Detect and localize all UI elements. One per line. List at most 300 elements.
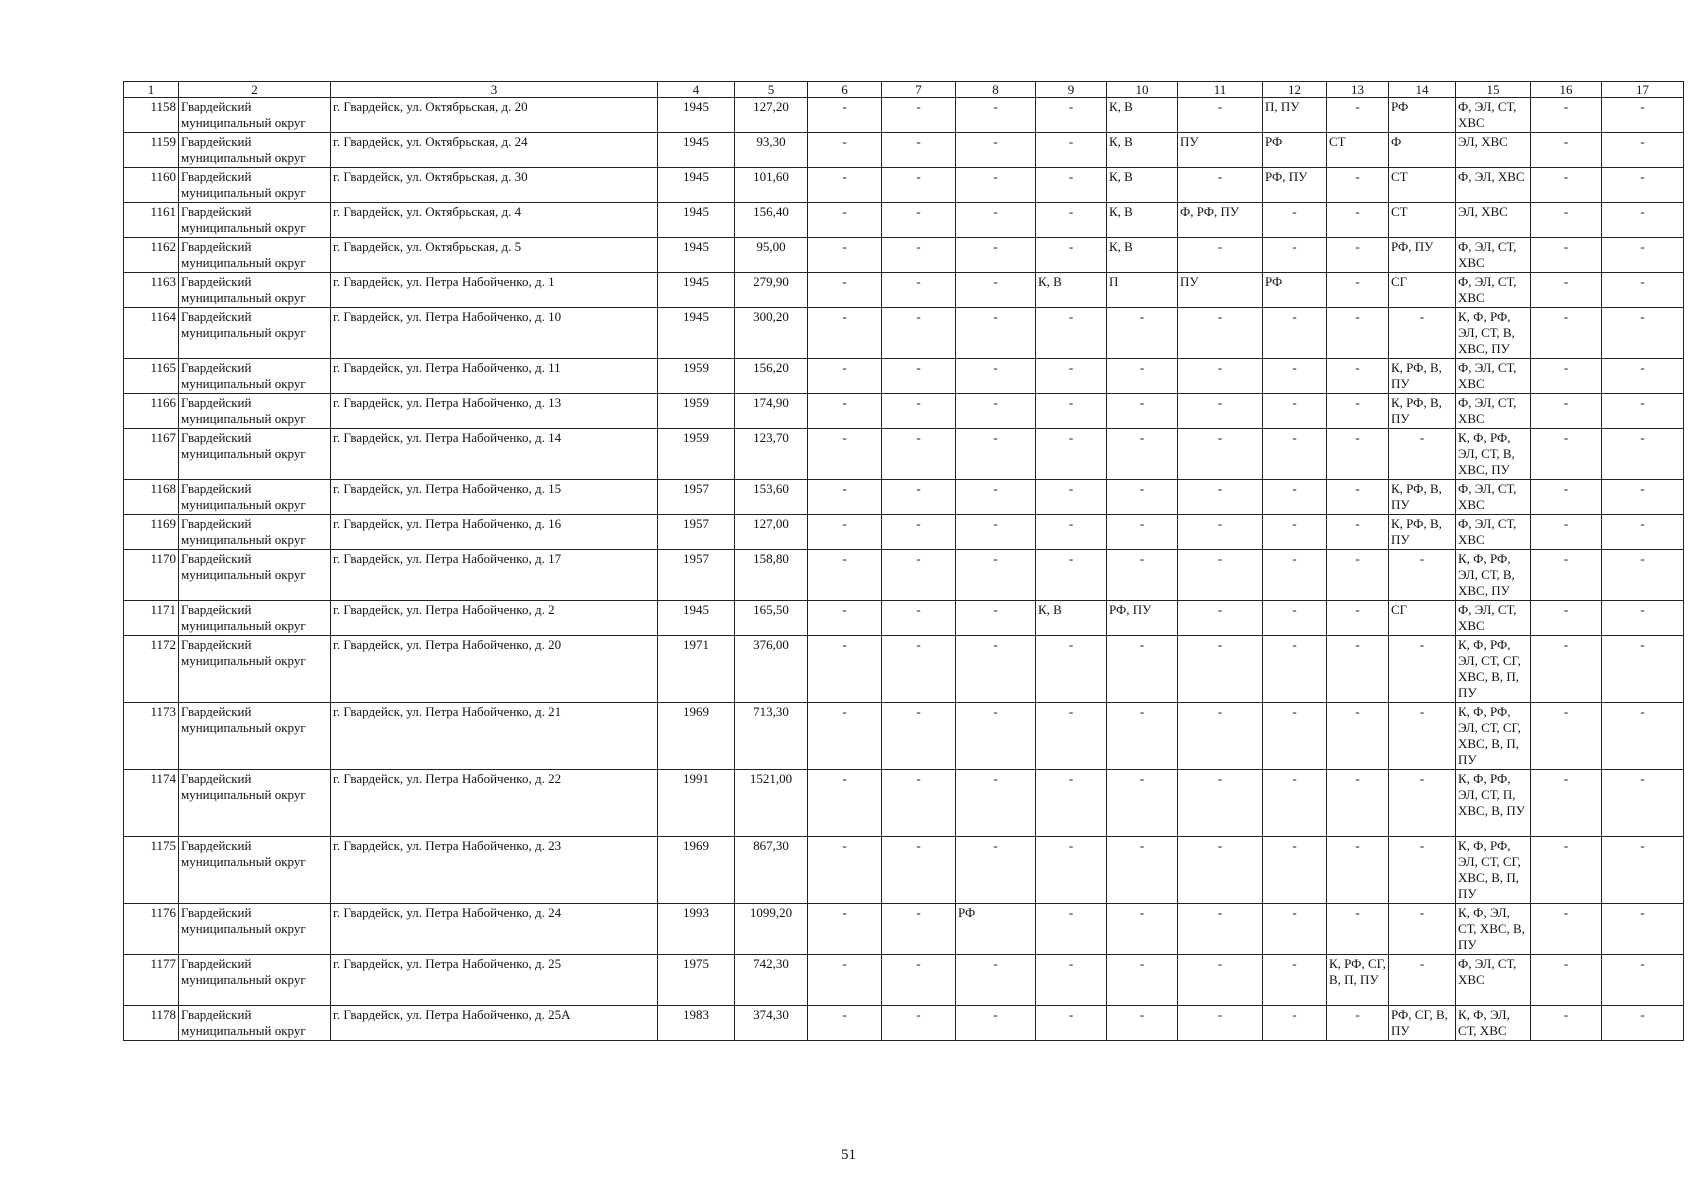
table-cell-col-8: - xyxy=(956,308,1036,359)
table-cell-col-6: - xyxy=(808,904,882,955)
table-cell-col-16: - xyxy=(1531,168,1602,203)
table-cell-col-7: - xyxy=(882,98,956,133)
table-cell-col-4: 1975 xyxy=(658,955,735,1006)
table-cell-col-11: - xyxy=(1178,601,1263,636)
column-header-16: 16 xyxy=(1531,82,1602,98)
table-cell-col-3: г. Гвардейск, ул. Петра Набойченко, д. 21 xyxy=(331,703,658,770)
page-number: 51 xyxy=(841,1147,856,1163)
table-cell-col-4: 1959 xyxy=(658,394,735,429)
table-cell-col-15: Ф, ЭЛ, СТ, ХВС xyxy=(1456,98,1531,133)
column-header-11: 11 xyxy=(1178,82,1263,98)
table-cell-col-10: К, В xyxy=(1107,168,1178,203)
table-cell-col-16: - xyxy=(1531,359,1602,394)
table-cell-col-12: РФ, ПУ xyxy=(1263,168,1327,203)
table-cell-col-6: - xyxy=(808,636,882,703)
table-cell-col-6: - xyxy=(808,601,882,636)
table-cell-col-6: - xyxy=(808,480,882,515)
table-cell-col-16: - xyxy=(1531,770,1602,837)
table-cell-col-15: К, Ф, РФ, ЭЛ, СТ, В, ХВС, ПУ xyxy=(1456,550,1531,601)
column-header-6: 6 xyxy=(808,82,882,98)
table-cell-col-8: - xyxy=(956,770,1036,837)
table-cell-col-9: К, В xyxy=(1036,601,1107,636)
table-cell-col-15: К, Ф, ЭЛ, СТ, ХВС xyxy=(1456,1006,1531,1041)
table-cell-col-9: - xyxy=(1036,904,1107,955)
table-cell-col-16: - xyxy=(1531,636,1602,703)
table-cell-col-3: г. Гвардейск, ул. Петра Набойченко, д. 1 xyxy=(331,273,658,308)
column-header-5: 5 xyxy=(735,82,808,98)
table-cell-col-14: К, РФ, В, ПУ xyxy=(1389,359,1456,394)
table-cell-col-15: Ф, ЭЛ, ХВС xyxy=(1456,168,1531,203)
table-cell-col-1: 1160 xyxy=(124,168,179,203)
table-cell-col-17: - xyxy=(1602,515,1684,550)
table-cell-col-11: - xyxy=(1178,168,1263,203)
table-cell-col-9: - xyxy=(1036,703,1107,770)
table-cell-col-15: Ф, ЭЛ, СТ, ХВС xyxy=(1456,955,1531,1006)
table-cell-col-14: РФ, СГ, В, ПУ xyxy=(1389,1006,1456,1041)
table-cell-col-2: Гвардейский муниципальный округ xyxy=(179,955,331,1006)
table-cell-col-1: 1171 xyxy=(124,601,179,636)
table-cell-col-13: - xyxy=(1327,550,1389,601)
table-cell-col-17: - xyxy=(1602,955,1684,1006)
column-header-14: 14 xyxy=(1389,82,1456,98)
table-cell-col-15: Ф, ЭЛ, СТ, ХВС xyxy=(1456,359,1531,394)
table-cell-col-8: РФ xyxy=(956,904,1036,955)
table-cell-col-6: - xyxy=(808,770,882,837)
table-cell-col-6: - xyxy=(808,308,882,359)
table-cell-col-14: РФ, ПУ xyxy=(1389,238,1456,273)
table-cell-col-13: - xyxy=(1327,636,1389,703)
table-cell-col-17: - xyxy=(1602,770,1684,837)
table-cell-col-4: 1969 xyxy=(658,837,735,904)
table-cell-col-17: - xyxy=(1602,168,1684,203)
table-cell-col-14: - xyxy=(1389,636,1456,703)
table-cell-col-1: 1178 xyxy=(124,1006,179,1041)
table-row xyxy=(124,133,1684,168)
table-cell-col-16: - xyxy=(1531,1006,1602,1041)
table-cell-col-10: - xyxy=(1107,515,1178,550)
table-row xyxy=(124,837,1684,904)
table-cell-col-6: - xyxy=(808,550,882,601)
table-cell-col-10: - xyxy=(1107,308,1178,359)
table-cell-col-7: - xyxy=(882,515,956,550)
table-cell-col-4: 1957 xyxy=(658,550,735,601)
table-cell-col-16: - xyxy=(1531,133,1602,168)
table-cell-col-1: 1165 xyxy=(124,359,179,394)
table-cell-col-8: - xyxy=(956,168,1036,203)
table-cell-col-9: - xyxy=(1036,515,1107,550)
table-cell-col-15: К, Ф, РФ, ЭЛ, СТ, В, ХВС, ПУ xyxy=(1456,308,1531,359)
table-cell-col-4: 1945 xyxy=(658,98,735,133)
table-cell-col-13: - xyxy=(1327,480,1389,515)
column-header-3: 3 xyxy=(331,82,658,98)
table-cell-col-3: г. Гвардейск, ул. Петра Набойченко, д. 11 xyxy=(331,359,658,394)
table-cell-col-14: Ф xyxy=(1389,133,1456,168)
table-cell-col-3: г. Гвардейск, ул. Петра Набойченко, д. 25 xyxy=(331,955,658,1006)
table-cell-col-7: - xyxy=(882,601,956,636)
table-cell-col-7: - xyxy=(882,770,956,837)
table-cell-col-5: 742,30 xyxy=(735,955,808,1006)
table-cell-col-4: 1991 xyxy=(658,770,735,837)
table-cell-col-13: - xyxy=(1327,238,1389,273)
table-cell-col-13: - xyxy=(1327,1006,1389,1041)
table-cell-col-10: - xyxy=(1107,550,1178,601)
table-cell-col-11: ПУ xyxy=(1178,133,1263,168)
table-cell-col-12: - xyxy=(1263,703,1327,770)
table-row xyxy=(124,703,1684,770)
table-cell-col-13: - xyxy=(1327,394,1389,429)
table-cell-col-4: 1969 xyxy=(658,703,735,770)
table-cell-col-2: Гвардейский муниципальный округ xyxy=(179,98,331,133)
table-cell-col-2: Гвардейский муниципальный округ xyxy=(179,429,331,480)
table-row xyxy=(124,238,1684,273)
table-cell-col-7: - xyxy=(882,955,956,1006)
table-row xyxy=(124,1006,1684,1041)
table-cell-col-11: - xyxy=(1178,238,1263,273)
table-cell-col-12: - xyxy=(1263,601,1327,636)
table-cell-col-8: - xyxy=(956,1006,1036,1041)
table-cell-col-1: 1175 xyxy=(124,837,179,904)
table-cell-col-2: Гвардейский муниципальный округ xyxy=(179,837,331,904)
table-cell-col-9: - xyxy=(1036,837,1107,904)
column-header-4: 4 xyxy=(658,82,735,98)
table-cell-col-7: - xyxy=(882,359,956,394)
table-cell-col-6: - xyxy=(808,394,882,429)
table-cell-col-11: - xyxy=(1178,429,1263,480)
table-cell-col-3: г. Гвардейск, ул. Петра Набойченко, д. 22 xyxy=(331,770,658,837)
table-cell-col-16: - xyxy=(1531,703,1602,770)
table-cell-col-1: 1170 xyxy=(124,550,179,601)
table-cell-col-9: - xyxy=(1036,955,1107,1006)
table-cell-col-16: - xyxy=(1531,837,1602,904)
table-cell-col-12: - xyxy=(1263,636,1327,703)
table-cell-col-17: - xyxy=(1602,837,1684,904)
table-cell-col-12: - xyxy=(1263,1006,1327,1041)
table-cell-col-8: - xyxy=(956,515,1036,550)
table-cell-col-8: - xyxy=(956,133,1036,168)
table-cell-col-13: - xyxy=(1327,515,1389,550)
table-cell-col-7: - xyxy=(882,636,956,703)
table-cell-col-16: - xyxy=(1531,273,1602,308)
table-row xyxy=(124,394,1684,429)
table-cell-col-7: - xyxy=(882,168,956,203)
column-header-10: 10 xyxy=(1107,82,1178,98)
table-cell-col-2: Гвардейский муниципальный округ xyxy=(179,238,331,273)
table-cell-col-17: - xyxy=(1602,394,1684,429)
table-cell-col-4: 1945 xyxy=(658,133,735,168)
table-row xyxy=(124,955,1684,1006)
table-cell-col-13: - xyxy=(1327,273,1389,308)
table-cell-col-5: 1521,00 xyxy=(735,770,808,837)
table-cell-col-11: - xyxy=(1178,550,1263,601)
table-cell-col-12: - xyxy=(1263,480,1327,515)
table-cell-col-2: Гвардейский муниципальный округ xyxy=(179,168,331,203)
table-cell-col-2: Гвардейский муниципальный округ xyxy=(179,904,331,955)
table-cell-col-1: 1176 xyxy=(124,904,179,955)
table-cell-col-17: - xyxy=(1602,359,1684,394)
table-cell-col-15: К, Ф, РФ, ЭЛ, СТ, СГ, ХВС, В, П, ПУ xyxy=(1456,703,1531,770)
table-cell-col-5: 174,90 xyxy=(735,394,808,429)
table-cell-col-7: - xyxy=(882,394,956,429)
table-cell-col-4: 1993 xyxy=(658,904,735,955)
table-cell-col-1: 1168 xyxy=(124,480,179,515)
table-cell-col-3: г. Гвардейск, ул. Октябрьская, д. 30 xyxy=(331,168,658,203)
table-cell-col-9: - xyxy=(1036,770,1107,837)
data-table xyxy=(123,81,1684,1041)
table-cell-col-13: - xyxy=(1327,359,1389,394)
table-cell-col-12: РФ xyxy=(1263,133,1327,168)
table-cell-col-9: - xyxy=(1036,1006,1107,1041)
table-cell-col-16: - xyxy=(1531,515,1602,550)
table-cell-col-10: К, В xyxy=(1107,133,1178,168)
table-cell-col-10: К, В xyxy=(1107,98,1178,133)
column-header-1: 1 xyxy=(124,82,179,98)
table-cell-col-16: - xyxy=(1531,429,1602,480)
table-cell-col-3: г. Гвардейск, ул. Петра Набойченко, д. 14 xyxy=(331,429,658,480)
table-cell-col-3: г. Гвардейск, ул. Петра Набойченко, д. 24 xyxy=(331,904,658,955)
table-cell-col-2: Гвардейский муниципальный округ xyxy=(179,550,331,601)
table-cell-col-13: - xyxy=(1327,168,1389,203)
table-cell-col-11: - xyxy=(1178,955,1263,1006)
table-cell-col-17: - xyxy=(1602,636,1684,703)
table-cell-col-12: - xyxy=(1263,203,1327,238)
table-cell-col-12: - xyxy=(1263,904,1327,955)
table-cell-col-9: - xyxy=(1036,98,1107,133)
table-cell-col-17: - xyxy=(1602,480,1684,515)
table-cell-col-17: - xyxy=(1602,308,1684,359)
table-row xyxy=(124,359,1684,394)
column-header-7: 7 xyxy=(882,82,956,98)
table-cell-col-8: - xyxy=(956,203,1036,238)
table-cell-col-5: 127,00 xyxy=(735,515,808,550)
table-cell-col-17: - xyxy=(1602,203,1684,238)
table-cell-col-5: 127,20 xyxy=(735,98,808,133)
table-body xyxy=(124,98,1684,1041)
column-header-13: 13 xyxy=(1327,82,1389,98)
table-cell-col-16: - xyxy=(1531,480,1602,515)
table-cell-col-15: ЭЛ, ХВС xyxy=(1456,133,1531,168)
table-cell-col-17: - xyxy=(1602,703,1684,770)
table-row xyxy=(124,601,1684,636)
table-cell-col-16: - xyxy=(1531,238,1602,273)
table-cell-col-3: г. Гвардейск, ул. Петра Набойченко, д. 16 xyxy=(331,515,658,550)
table-cell-col-6: - xyxy=(808,703,882,770)
table-cell-col-11: - xyxy=(1178,394,1263,429)
table-cell-col-17: - xyxy=(1602,133,1684,168)
table-cell-col-2: Гвардейский муниципальный округ xyxy=(179,203,331,238)
table-cell-col-2: Гвардейский муниципальный округ xyxy=(179,308,331,359)
table-cell-col-10: - xyxy=(1107,837,1178,904)
table-cell-col-14: - xyxy=(1389,955,1456,1006)
table-cell-col-2: Гвардейский муниципальный округ xyxy=(179,515,331,550)
table-cell-col-5: 153,60 xyxy=(735,480,808,515)
table-cell-col-9: - xyxy=(1036,238,1107,273)
table-row xyxy=(124,273,1684,308)
table-cell-col-3: г. Гвардейск, ул. Октябрьская, д. 5 xyxy=(331,238,658,273)
table-cell-col-5: 376,00 xyxy=(735,636,808,703)
column-header-12: 12 xyxy=(1263,82,1327,98)
table-cell-col-1: 1158 xyxy=(124,98,179,133)
table-cell-col-7: - xyxy=(882,203,956,238)
table-cell-col-13: - xyxy=(1327,429,1389,480)
table-cell-col-16: - xyxy=(1531,904,1602,955)
table-cell-col-3: г. Гвардейск, ул. Петра Набойченко, д. 2 xyxy=(331,601,658,636)
table-cell-col-8: - xyxy=(956,550,1036,601)
table-cell-col-14: СТ xyxy=(1389,203,1456,238)
table-cell-col-9: - xyxy=(1036,168,1107,203)
table-cell-col-5: 300,20 xyxy=(735,308,808,359)
table-cell-col-5: 156,20 xyxy=(735,359,808,394)
table-cell-col-11: - xyxy=(1178,636,1263,703)
table-cell-col-10: К, В xyxy=(1107,203,1178,238)
table-cell-col-7: - xyxy=(882,550,956,601)
table-cell-col-9: К, В xyxy=(1036,273,1107,308)
table-cell-col-11: - xyxy=(1178,703,1263,770)
table-cell-col-9: - xyxy=(1036,480,1107,515)
table-cell-col-1: 1172 xyxy=(124,636,179,703)
table-cell-col-10: К, В xyxy=(1107,238,1178,273)
table-cell-col-8: - xyxy=(956,238,1036,273)
table-cell-col-15: ЭЛ, ХВС xyxy=(1456,203,1531,238)
table-cell-col-15: Ф, ЭЛ, СТ, ХВС xyxy=(1456,238,1531,273)
table-cell-col-2: Гвардейский муниципальный округ xyxy=(179,480,331,515)
table-row xyxy=(124,904,1684,955)
table-cell-col-9: - xyxy=(1036,394,1107,429)
table-cell-col-8: - xyxy=(956,273,1036,308)
table-cell-col-14: - xyxy=(1389,308,1456,359)
table-row xyxy=(124,480,1684,515)
table-cell-col-12: П, ПУ xyxy=(1263,98,1327,133)
table-cell-col-5: 95,00 xyxy=(735,238,808,273)
table-cell-col-4: 1957 xyxy=(658,515,735,550)
table-cell-col-1: 1163 xyxy=(124,273,179,308)
table-cell-col-16: - xyxy=(1531,203,1602,238)
table-cell-col-5: 165,50 xyxy=(735,601,808,636)
table-cell-col-7: - xyxy=(882,273,956,308)
table-cell-col-6: - xyxy=(808,98,882,133)
table-row xyxy=(124,550,1684,601)
table-cell-col-10: - xyxy=(1107,904,1178,955)
table-cell-col-2: Гвардейский муниципальный округ xyxy=(179,273,331,308)
table-cell-col-9: - xyxy=(1036,550,1107,601)
table-cell-col-14: СГ xyxy=(1389,273,1456,308)
table-cell-col-17: - xyxy=(1602,238,1684,273)
table-cell-col-2: Гвардейский муниципальный округ xyxy=(179,1006,331,1041)
table-cell-col-5: 713,30 xyxy=(735,703,808,770)
table-cell-col-1: 1162 xyxy=(124,238,179,273)
table-cell-col-8: - xyxy=(956,636,1036,703)
table-cell-col-17: - xyxy=(1602,98,1684,133)
table-cell-col-11: - xyxy=(1178,480,1263,515)
table-cell-col-16: - xyxy=(1531,394,1602,429)
table-cell-col-17: - xyxy=(1602,1006,1684,1041)
table-cell-col-10: - xyxy=(1107,480,1178,515)
table-cell-col-7: - xyxy=(882,703,956,770)
table-cell-col-9: - xyxy=(1036,359,1107,394)
table-cell-col-5: 867,30 xyxy=(735,837,808,904)
table-cell-col-15: Ф, ЭЛ, СТ, ХВС xyxy=(1456,394,1531,429)
table-cell-col-14: - xyxy=(1389,429,1456,480)
table-cell-col-14: РФ xyxy=(1389,98,1456,133)
table-cell-col-1: 1164 xyxy=(124,308,179,359)
table-row xyxy=(124,429,1684,480)
table-cell-col-12: РФ xyxy=(1263,273,1327,308)
table-cell-col-3: г. Гвардейск, ул. Петра Набойченко, д. 20 xyxy=(331,636,658,703)
table-cell-col-15: К, Ф, РФ, ЭЛ, СТ, СГ, ХВС, В, П, ПУ xyxy=(1456,636,1531,703)
table-cell-col-14: К, РФ, В, ПУ xyxy=(1389,480,1456,515)
column-header-15: 15 xyxy=(1456,82,1531,98)
table-cell-col-11: - xyxy=(1178,359,1263,394)
table-row xyxy=(124,770,1684,837)
table-cell-col-4: 1983 xyxy=(658,1006,735,1041)
table-cell-col-10: - xyxy=(1107,770,1178,837)
table-cell-col-5: 158,80 xyxy=(735,550,808,601)
table-cell-col-14: - xyxy=(1389,837,1456,904)
table-cell-col-6: - xyxy=(808,168,882,203)
table-cell-col-15: Ф, ЭЛ, СТ, ХВС xyxy=(1456,480,1531,515)
table-cell-col-13: - xyxy=(1327,203,1389,238)
table-cell-col-1: 1167 xyxy=(124,429,179,480)
table-cell-col-13: К, РФ, СГ, В, П, ПУ xyxy=(1327,955,1389,1006)
table-cell-col-14: К, РФ, В, ПУ xyxy=(1389,394,1456,429)
table-cell-col-9: - xyxy=(1036,636,1107,703)
table-cell-col-2: Гвардейский муниципальный округ xyxy=(179,703,331,770)
table-cell-col-16: - xyxy=(1531,955,1602,1006)
table-cell-col-10: - xyxy=(1107,394,1178,429)
table-cell-col-8: - xyxy=(956,703,1036,770)
table-cell-col-8: - xyxy=(956,98,1036,133)
table-cell-col-13: - xyxy=(1327,98,1389,133)
table-cell-col-1: 1161 xyxy=(124,203,179,238)
table-row xyxy=(124,308,1684,359)
table-cell-col-11: - xyxy=(1178,308,1263,359)
table-cell-col-6: - xyxy=(808,133,882,168)
table-cell-col-10: - xyxy=(1107,1006,1178,1041)
table-cell-col-6: - xyxy=(808,203,882,238)
table-row xyxy=(124,636,1684,703)
table-cell-col-8: - xyxy=(956,955,1036,1006)
table-cell-col-2: Гвардейский муниципальный округ xyxy=(179,133,331,168)
table-cell-col-9: - xyxy=(1036,133,1107,168)
table-cell-col-9: - xyxy=(1036,203,1107,238)
table-cell-col-6: - xyxy=(808,429,882,480)
table-cell-col-7: - xyxy=(882,1006,956,1041)
table-cell-col-14: К, РФ, В, ПУ xyxy=(1389,515,1456,550)
table-cell-col-16: - xyxy=(1531,601,1602,636)
table-cell-col-7: - xyxy=(882,837,956,904)
table-cell-col-5: 123,70 xyxy=(735,429,808,480)
table-cell-col-14: - xyxy=(1389,770,1456,837)
table-cell-col-4: 1971 xyxy=(658,636,735,703)
table-cell-col-10: - xyxy=(1107,636,1178,703)
table-cell-col-13: - xyxy=(1327,904,1389,955)
table-cell-col-10: - xyxy=(1107,359,1178,394)
table-cell-col-3: г. Гвардейск, ул. Октябрьская, д. 24 xyxy=(331,133,658,168)
table-cell-col-15: К, Ф, РФ, ЭЛ, СТ, П, ХВС, В, ПУ xyxy=(1456,770,1531,837)
table-row xyxy=(124,203,1684,238)
table-cell-col-12: - xyxy=(1263,770,1327,837)
table-cell-col-14: СТ xyxy=(1389,168,1456,203)
table-cell-col-11: - xyxy=(1178,98,1263,133)
table-cell-col-15: К, Ф, ЭЛ, СТ, ХВС, В, ПУ xyxy=(1456,904,1531,955)
table-cell-col-5: 156,40 xyxy=(735,203,808,238)
table-cell-col-4: 1945 xyxy=(658,601,735,636)
table-cell-col-7: - xyxy=(882,480,956,515)
table-cell-col-17: - xyxy=(1602,601,1684,636)
table-cell-col-4: 1959 xyxy=(658,359,735,394)
table-cell-col-15: Ф, ЭЛ, СТ, ХВС xyxy=(1456,515,1531,550)
table-cell-col-4: 1959 xyxy=(658,429,735,480)
table-cell-col-2: Гвардейский муниципальный округ xyxy=(179,636,331,703)
